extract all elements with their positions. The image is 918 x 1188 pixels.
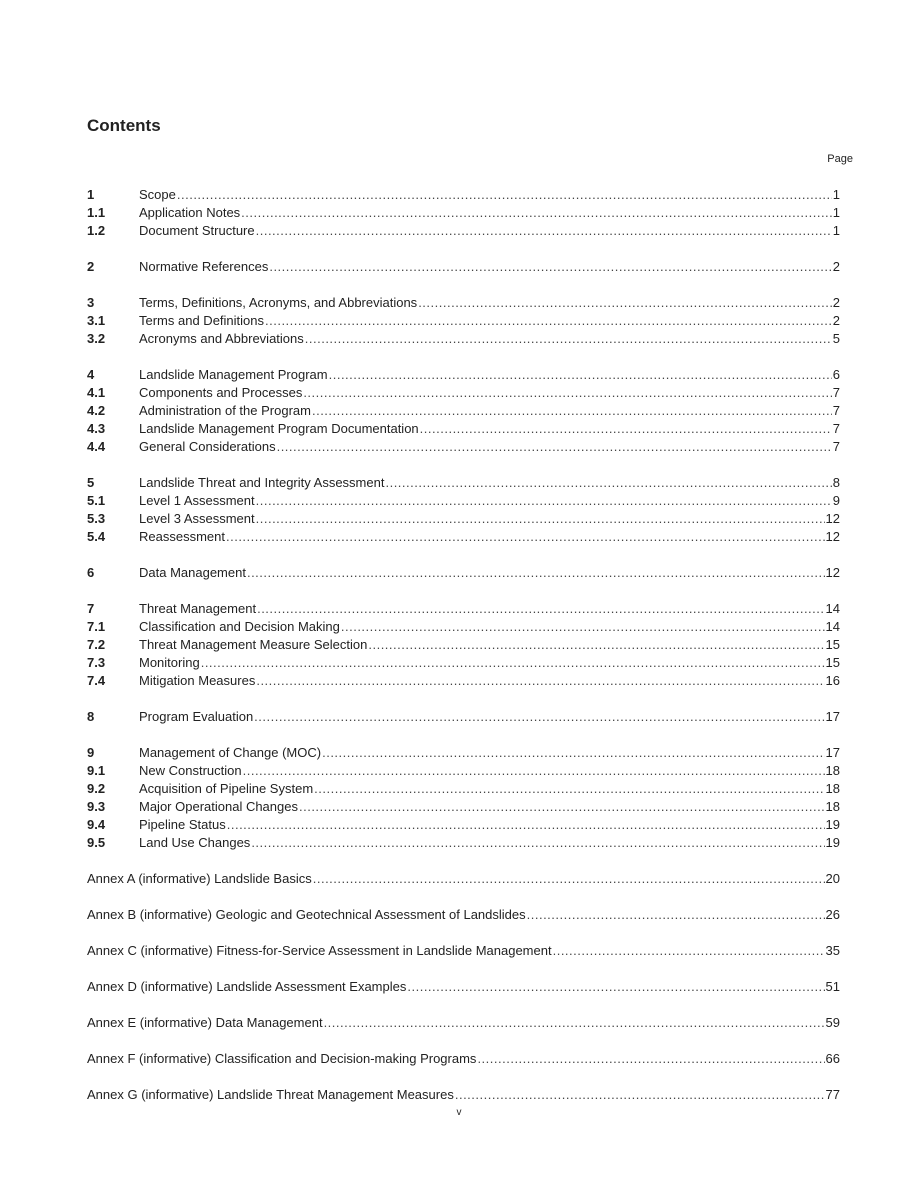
section-number: 5.4 [87, 529, 106, 544]
page-number: 19 [825, 817, 840, 832]
toc-entry[interactable] [87, 330, 840, 348]
dot-leader [368, 636, 824, 654]
page-number: 2 [832, 313, 840, 328]
dot-leader [312, 402, 832, 420]
annex-title: Annex E (informative) Data Management [87, 1015, 323, 1030]
section-title: Terms and Definitions [139, 313, 264, 328]
page-number: 35 [825, 943, 840, 958]
annex-entry[interactable] [87, 942, 840, 960]
dot-leader [241, 204, 832, 222]
dot-leader [299, 798, 825, 816]
dot-leader [313, 870, 825, 888]
page-number: 59 [825, 1015, 840, 1030]
toc-entry[interactable] [87, 366, 840, 384]
section-number: 1.2 [87, 223, 106, 238]
section-number: 4.4 [87, 439, 106, 454]
dot-leader [177, 186, 832, 204]
annex-title: Annex B (informative) Geologic and Geotechnical Assessment of Landslides [87, 907, 526, 922]
toc-entry[interactable] [87, 528, 840, 546]
toc-entry[interactable] [87, 798, 840, 816]
section-title: Program Evaluation [139, 709, 254, 724]
toc-entry[interactable] [87, 222, 840, 240]
section-title: New Construction [139, 763, 242, 778]
section-number: 3.1 [87, 313, 106, 328]
section-title: General Considerations [139, 439, 276, 454]
toc-entry[interactable] [87, 762, 840, 780]
section-title: Level 3 Assessment [139, 511, 255, 526]
section-title: Administration of the Program [139, 403, 311, 418]
section-title: Land Use Changes [139, 835, 251, 850]
section-title: Components and Processes [139, 385, 303, 400]
section-number: 4.1 [87, 385, 106, 400]
annex-entry[interactable] [87, 906, 840, 924]
section-title: Pipeline Status [139, 817, 226, 832]
page-number: 7 [832, 385, 840, 400]
section-title: Terms, Definitions, Acronyms, and Abbreviations [139, 295, 418, 310]
section-number: 9 [87, 745, 95, 760]
dot-leader [324, 1014, 825, 1032]
page-number: 1 [832, 223, 840, 238]
section-number: 9.4 [87, 817, 106, 832]
section-number: 8 [87, 709, 95, 724]
dot-leader [269, 258, 831, 276]
annex-title: Annex G (informative) Landslide Threat Management Measures [87, 1087, 454, 1102]
section-number: 3.2 [87, 331, 106, 346]
dot-leader [314, 780, 824, 798]
dot-leader [385, 474, 831, 492]
section-title: Scope [139, 187, 176, 202]
page-number: 15 [825, 655, 840, 670]
section-title: Acronyms and Abbreviations [139, 331, 304, 346]
toc-entry[interactable] [87, 402, 840, 420]
page-number: 2 [832, 259, 840, 274]
section-title: Level 1 Assessment [139, 493, 255, 508]
toc-entry[interactable] [87, 672, 840, 690]
page-number: 12 [825, 511, 840, 526]
toc-entry[interactable] [87, 312, 840, 330]
toc-entry[interactable] [87, 384, 840, 402]
toc-entry[interactable] [87, 600, 840, 618]
section-number: 2 [87, 259, 95, 274]
toc-entry[interactable] [87, 510, 840, 528]
dot-leader [303, 384, 831, 402]
annex-entry[interactable] [87, 1050, 840, 1068]
page-number: 18 [825, 781, 840, 796]
dot-leader [527, 906, 825, 924]
dot-leader [305, 330, 832, 348]
page-number: 20 [825, 871, 840, 886]
dot-leader [256, 222, 832, 240]
page-number: 15 [825, 637, 840, 652]
page-number: 51 [825, 979, 840, 994]
page-number: 16 [825, 673, 840, 688]
annex-entry[interactable] [87, 978, 840, 996]
section-title: Normative References [139, 259, 269, 274]
section-number: 1.1 [87, 205, 106, 220]
section-number: 9.5 [87, 835, 106, 850]
toc-entry[interactable] [87, 780, 840, 798]
section-number: 7 [87, 601, 95, 616]
section-number: 5.3 [87, 511, 106, 526]
section-number: 4 [87, 367, 95, 382]
toc-entry[interactable] [87, 618, 840, 636]
section-number: 6 [87, 565, 95, 580]
page-number: 5 [832, 331, 840, 346]
section-title: Threat Management [139, 601, 257, 616]
page-number: 18 [825, 763, 840, 778]
annex-title: Annex A (informative) Landslide Basics [87, 871, 312, 886]
dot-leader [322, 744, 824, 762]
section-number: 7.3 [87, 655, 106, 670]
dot-leader [407, 978, 824, 996]
section-number: 9.2 [87, 781, 106, 796]
section-title: Mitigation Measures [139, 673, 256, 688]
page-number: 19 [825, 835, 840, 850]
dot-leader [256, 510, 825, 528]
page-number: 12 [825, 529, 840, 544]
dot-leader [418, 294, 832, 312]
page-number: 18 [825, 799, 840, 814]
toc-entry[interactable] [87, 654, 840, 672]
dot-leader [477, 1050, 824, 1068]
dot-leader [227, 816, 825, 834]
section-title: Landslide Management Program [139, 367, 328, 382]
page-number: 1 [832, 187, 840, 202]
section-title: Major Operational Changes [139, 799, 298, 814]
table-of-contents [87, 186, 840, 1104]
toc-entry[interactable] [87, 492, 840, 510]
section-title: Landslide Management Program Documentation [139, 421, 419, 436]
dot-leader [265, 312, 832, 330]
dot-leader [257, 600, 824, 618]
annex-entry[interactable] [87, 1086, 840, 1104]
dot-leader [201, 654, 825, 672]
section-number: 5 [87, 475, 95, 490]
annex-entry[interactable] [87, 1014, 840, 1032]
section-number: 1 [87, 187, 95, 202]
section-title: Management of Change (MOC) [139, 745, 322, 760]
page-number: 14 [825, 601, 840, 616]
page-column-label: Page [827, 153, 853, 165]
dot-leader [553, 942, 825, 960]
toc-entry[interactable] [87, 186, 840, 204]
dot-leader [226, 528, 825, 546]
section-title: Application Notes [139, 205, 241, 220]
section-title: Classification and Decision Making [139, 619, 340, 634]
dot-leader [277, 438, 832, 456]
toc-entry[interactable] [87, 708, 840, 726]
page-number: 12 [825, 565, 840, 580]
page-number: 7 [832, 439, 840, 454]
toc-entry[interactable] [87, 474, 840, 492]
toc-entry[interactable] [87, 564, 840, 582]
section-title: Landslide Threat and Integrity Assessment [139, 475, 385, 490]
dot-leader [256, 672, 824, 690]
page-number: 7 [832, 403, 840, 418]
section-number: 7.2 [87, 637, 106, 652]
dot-leader [455, 1086, 825, 1104]
annex-title: Annex F (informative) Classification and Decision-making Programs [87, 1051, 477, 1066]
section-number: 3 [87, 295, 95, 310]
page-number: 8 [832, 475, 840, 490]
section-title: Monitoring [139, 655, 200, 670]
page-number: 17 [825, 745, 840, 760]
annex-title: Annex D (informative) Landslide Assessment Examples [87, 979, 407, 994]
page-number: 7 [832, 421, 840, 436]
page-number: 66 [825, 1051, 840, 1066]
dot-leader [243, 762, 825, 780]
section-title: Document Structure [139, 223, 255, 238]
toc-entry[interactable] [87, 294, 840, 312]
section-title: Data Management [139, 565, 246, 580]
section-number: 9.1 [87, 763, 106, 778]
page-number: 26 [825, 907, 840, 922]
toc-entry[interactable] [87, 816, 840, 834]
section-number: 5.1 [87, 493, 106, 508]
section-title: Threat Management Measure Selection [139, 637, 368, 652]
contents-heading: Contents [87, 116, 161, 135]
dot-leader [254, 708, 824, 726]
page-number: 2 [832, 295, 840, 310]
annex-title: Annex C (informative) Fitness-for-Service Assessment in Landslide Management [87, 943, 552, 958]
annex-entry[interactable] [87, 870, 840, 888]
section-number: 4.2 [87, 403, 106, 418]
dot-leader [329, 366, 832, 384]
page-number: 17 [825, 709, 840, 724]
page-number: 77 [825, 1087, 840, 1102]
page-number: 9 [832, 493, 840, 508]
toc-entry[interactable] [87, 258, 840, 276]
section-number: 9.3 [87, 799, 106, 814]
page-number: 6 [832, 367, 840, 382]
section-title: Acquisition of Pipeline System [139, 781, 314, 796]
page-number: 14 [825, 619, 840, 634]
section-title: Reassessment [139, 529, 225, 544]
footer-page-number: v [456, 1107, 462, 1118]
dot-leader [256, 492, 832, 510]
page-number: 1 [832, 205, 840, 220]
dot-leader [247, 564, 825, 582]
toc-entry[interactable] [87, 204, 840, 222]
toc-entry[interactable] [87, 744, 840, 762]
section-number: 7.4 [87, 673, 106, 688]
toc-entry[interactable] [87, 438, 840, 456]
section-number: 4.3 [87, 421, 106, 436]
dot-leader [341, 618, 825, 636]
toc-entry[interactable] [87, 636, 840, 654]
section-number: 7.1 [87, 619, 106, 634]
toc-entry[interactable] [87, 420, 840, 438]
dot-leader [251, 834, 824, 852]
dot-leader [420, 420, 832, 438]
toc-entry[interactable] [87, 834, 840, 852]
